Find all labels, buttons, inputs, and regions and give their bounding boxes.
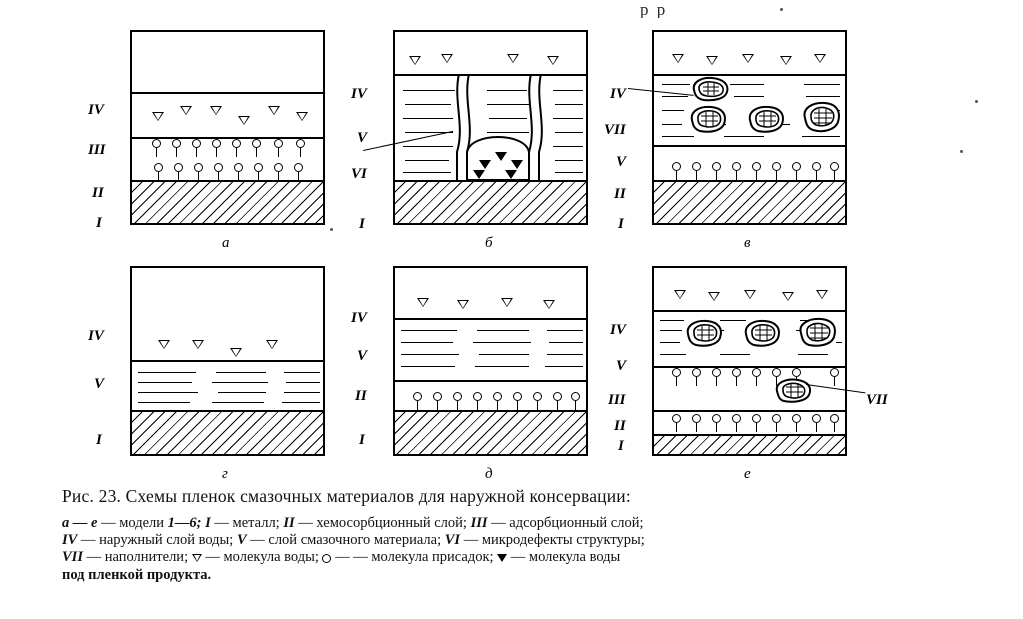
additive-molecule-icon: [212, 139, 221, 148]
water-molecule-icon: [158, 340, 170, 349]
filler-particle: [772, 376, 814, 404]
layer-label-IV: IV: [351, 310, 367, 326]
layer-label-IV: IV: [351, 86, 367, 102]
microdefect-channels: [395, 74, 590, 180]
additive-molecule-icon: [513, 392, 522, 401]
water-molecule-icon: [409, 56, 421, 65]
additive-molecule-icon: [792, 162, 801, 171]
layer-label-IV: IV: [610, 86, 626, 102]
figure-grid: [0, 22, 1023, 482]
layer-label-V: V: [94, 376, 105, 392]
panel-a-frame: [130, 30, 325, 225]
water-molecule-icon: [296, 112, 308, 121]
water-molecule-under-film-icon: [479, 160, 491, 169]
panel-caption-letter-e: е: [744, 466, 751, 482]
additive-molecule-icon: [174, 163, 183, 172]
additive-molecule-icon: [812, 414, 821, 423]
layer-label-I: I: [96, 215, 102, 231]
water-molecule-under-film-icon: [505, 170, 517, 179]
layer-label-III: III: [608, 392, 626, 408]
legend-numeral-II: II: [283, 515, 295, 531]
additive-molecule-icon: [732, 162, 741, 171]
panel-caption-letter-a: а: [222, 235, 230, 251]
additive-molecule-icon: [254, 163, 263, 172]
water-molecule-icon: [230, 348, 242, 357]
legend-adsorption: — адсорбционный слой;: [491, 515, 644, 531]
additive-molecule-icon: [172, 139, 181, 148]
legend-microdefects: — микродефекты структуры;: [463, 532, 645, 549]
additive-molecule-icon: [772, 414, 781, 423]
additive-molecule-icon: [692, 368, 701, 377]
layer-label-VI: VI: [351, 166, 367, 182]
legend-models-range: 1—6;: [167, 515, 202, 531]
water-molecule-icon: [417, 298, 429, 307]
panel-d: [351, 266, 588, 482]
water-molecule-icon: [543, 300, 555, 309]
water-molecule-icon: [744, 290, 756, 299]
additive-molecule-icon: [712, 162, 721, 171]
additive-molecule-icon: [672, 162, 681, 171]
water-molecule-icon: [742, 54, 754, 63]
layer-label-II: II: [92, 185, 104, 201]
panel-caption-letter-g: г: [222, 466, 228, 482]
legend-fillers: — наполнители;: [86, 549, 189, 566]
lubricant-layer-dashes: [132, 268, 323, 454]
legend-water-under-film-cont: под пленкой продукта.: [62, 566, 212, 583]
legend-range-a-e: a — e: [62, 515, 98, 531]
additive-molecule-icon: [672, 414, 681, 423]
additive-molecule-icon: [192, 139, 201, 148]
water-molecule-icon: [814, 54, 826, 63]
filler-particle: [684, 318, 724, 348]
layer-label-IV: IV: [610, 322, 626, 338]
additive-molecule-icon: [571, 392, 580, 401]
panel-caption-letter-d: д: [485, 466, 493, 482]
legend-numeral-V: V: [236, 532, 247, 549]
additive-molecule-icon: [692, 414, 701, 423]
water-molecule-icon: [816, 290, 828, 299]
filler-particle: [742, 318, 782, 348]
additive-molecule-icon: [154, 163, 163, 172]
filler-particle: [800, 100, 842, 134]
legend-additive-molecule: — — молекула присадок;: [335, 549, 494, 566]
filler-particle: [690, 76, 730, 102]
page-top-cut-text: р р: [640, 0, 668, 18]
layer-label-I: I: [96, 432, 102, 448]
water-molecule-icon: [708, 292, 720, 301]
water-molecule-icon: [152, 112, 164, 121]
legend-numeral-VII: VII: [62, 549, 83, 566]
panel-caption-letter-b: б: [485, 235, 493, 251]
figure-caption-title: Рис. 23. Схемы пленок смазочных материалов для наружной консервации:: [62, 486, 631, 506]
additive-molecule-icon: [234, 163, 243, 172]
additive-molecule-icon: [830, 162, 839, 171]
additive-molecule-icon: [294, 163, 303, 172]
additive-molecule-icon: [712, 414, 721, 423]
layer-label-V: V: [616, 154, 627, 170]
water-molecule-icon: [192, 340, 204, 349]
layer-label-III: III: [88, 142, 106, 158]
figure-legend: [62, 515, 967, 584]
water-molecule-icon: [706, 56, 718, 65]
legend-water-under-film: — молекула воды: [510, 549, 621, 566]
legend-line-2: [62, 532, 967, 549]
panel-b: [351, 30, 588, 251]
additive-molecule-icon: [252, 139, 261, 148]
label-VII-right: VII: [866, 392, 888, 408]
water-molecule-under-film-icon: [497, 554, 507, 562]
layer-label-I: I: [359, 216, 365, 232]
layer-label-V: V: [357, 348, 368, 364]
water-molecule-icon: [441, 54, 453, 63]
water-molecule-under-film-icon: [495, 152, 507, 161]
filler-particle: [688, 104, 728, 134]
additive-molecule-icon: [413, 392, 422, 401]
additive-molecule-icon: [433, 392, 442, 401]
panel-d-frame: [393, 266, 588, 456]
additive-molecule-icon: [214, 163, 223, 172]
legend-numeral-IV: IV: [62, 532, 78, 549]
panel-e: [608, 266, 888, 482]
additive-molecule-icon: [752, 162, 761, 171]
layer-label-V: V: [616, 358, 627, 374]
water-molecule-icon: [192, 554, 202, 562]
additive-molecule-icon: [296, 139, 305, 148]
additive-molecule-icon: [830, 368, 839, 377]
filler-particle: [746, 104, 786, 134]
water-molecule-under-film-icon: [473, 170, 485, 179]
additive-molecule-icon: [692, 162, 701, 171]
layer-label-IV: IV: [88, 102, 104, 118]
layer-label-VII: VII: [604, 122, 626, 138]
additive-molecule-icon: [473, 392, 482, 401]
legend-water-molecule: — молекула воды;: [205, 549, 319, 566]
additive-molecule-icon: [274, 139, 283, 148]
layer-label-I: I: [618, 438, 624, 454]
panel-g: [88, 266, 325, 482]
additive-molecule-icon: [712, 368, 721, 377]
water-molecule-icon: [210, 106, 222, 115]
additive-molecule-icon: [493, 392, 502, 401]
panel-b-frame: [393, 30, 588, 225]
layer-label-V: V: [357, 130, 368, 146]
layer-label-II: II: [355, 388, 367, 404]
legend-outer-water: — наружный слой воды;: [80, 532, 234, 549]
legend-metal: — металл;: [214, 515, 280, 531]
water-molecule-icon: [672, 54, 684, 63]
legend-line-4: [62, 567, 967, 584]
additive-molecule-icon: [732, 414, 741, 423]
additive-molecule-icon: [752, 368, 761, 377]
additive-molecule-icon: [772, 162, 781, 171]
panel-v-frame: [652, 30, 847, 225]
additive-molecule-icon: [274, 163, 283, 172]
water-molecule-icon: [457, 300, 469, 309]
panel-e-frame: [652, 266, 847, 456]
panel-v: [604, 30, 847, 251]
layer-label-II: II: [614, 418, 626, 434]
water-molecule-icon: [266, 340, 278, 349]
layer-label-II: II: [614, 186, 626, 202]
additive-molecule-icon: [752, 414, 761, 423]
layer-metal: [132, 180, 323, 225]
water-molecule-under-film-icon: [511, 160, 523, 169]
legend-numeral-VI: VI: [444, 532, 461, 549]
additive-molecule-icon: [830, 414, 839, 423]
lubricant-layer-dashes: [395, 268, 586, 454]
water-molecule-icon: [547, 56, 559, 65]
additive-molecule-icon: [232, 139, 241, 148]
additive-molecule-icon: [194, 163, 203, 172]
additive-molecule-icon: [672, 368, 681, 377]
legend-numeral-III: III: [470, 515, 488, 531]
water-molecule-icon: [780, 56, 792, 65]
water-molecule-icon: [507, 54, 519, 63]
additive-molecule-icon: [322, 554, 331, 563]
layer-separator: [132, 92, 323, 94]
additive-molecule-icon: [553, 392, 562, 401]
legend-line-1: [62, 515, 967, 532]
layer-label-I: I: [618, 216, 624, 232]
additive-molecule-icon: [812, 162, 821, 171]
layer-label-I: I: [359, 432, 365, 448]
panel-g-frame: [130, 266, 325, 456]
additive-molecule-icon: [533, 392, 542, 401]
panel-a: [88, 30, 325, 251]
scan-speck: [780, 8, 783, 11]
water-molecule-icon: [180, 106, 192, 115]
legend-models-word: — модели: [101, 515, 165, 531]
water-molecule-icon: [782, 292, 794, 301]
additive-molecule-icon: [792, 414, 801, 423]
legend-numeral-I: I: [205, 515, 211, 531]
filler-particle: [796, 316, 838, 348]
figure-caption: [62, 486, 962, 507]
additive-molecule-icon: [732, 368, 741, 377]
legend-chemisorption: — хемосорбционный слой;: [298, 515, 467, 531]
panel-caption-letter-v: в: [744, 235, 751, 251]
additive-molecule-icon: [453, 392, 462, 401]
layer-label-IV: IV: [88, 328, 104, 344]
additive-molecule-icon: [152, 139, 161, 148]
water-molecule-icon: [674, 290, 686, 299]
water-molecule-icon: [268, 106, 280, 115]
water-molecule-icon: [501, 298, 513, 307]
legend-line-3: [62, 549, 967, 566]
water-molecule-icon: [238, 116, 250, 125]
legend-lubricant-layer: — слой смазочного материала;: [250, 532, 442, 549]
